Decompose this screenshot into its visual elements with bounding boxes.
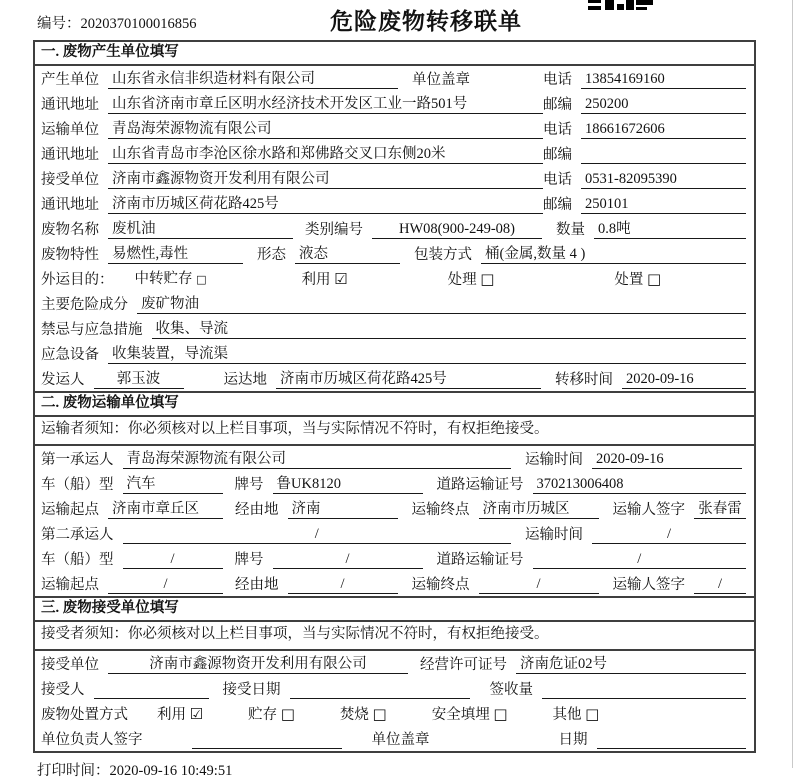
manifest-form bbox=[33, 40, 756, 753]
waste-name-label: 废物名称 bbox=[41, 222, 99, 238]
disposal-option-store: 贮存 □ bbox=[248, 705, 295, 723]
checkbox-icon: □ bbox=[647, 270, 662, 288]
waste-character-row bbox=[35, 241, 754, 266]
producer-phone-value: 13854169160 bbox=[581, 70, 746, 89]
transport-time2-value: / bbox=[592, 525, 746, 544]
shipper-label: 发运人 bbox=[41, 372, 85, 388]
via1-value: 济南 bbox=[288, 500, 398, 519]
receiver-address-row bbox=[35, 191, 754, 216]
end-label: 运输终点 bbox=[411, 502, 470, 518]
transfer-time-value: 2020-09-16 bbox=[622, 370, 746, 389]
hazard-label: 主要危险成分 bbox=[41, 297, 128, 313]
address-label: 通讯地址 bbox=[41, 147, 99, 163]
address-label: 通讯地址 bbox=[41, 97, 99, 113]
carrier1-row bbox=[35, 446, 754, 471]
serial-value: 2020370100016856 bbox=[80, 16, 197, 32]
end1-value: 济南市历城区 bbox=[479, 500, 599, 519]
date-label: 日期 bbox=[558, 732, 588, 748]
transport-time-label: 运输时间 bbox=[525, 527, 583, 543]
zip-label: 邮编 bbox=[543, 147, 572, 163]
document-header bbox=[0, 0, 796, 40]
section2-header: 二. 废物运输单位填写 bbox=[35, 391, 754, 417]
shipper-row bbox=[35, 366, 754, 391]
disposal-option-other: 其他 □ bbox=[552, 705, 600, 723]
via-label: 经由地 bbox=[235, 502, 279, 518]
receiver-zip-value: 250101 bbox=[581, 195, 746, 214]
serial-label: 编号： bbox=[37, 16, 81, 32]
waste-name-value: 废机油 bbox=[108, 220, 293, 239]
transport-time1-value: 2020-09-16 bbox=[592, 450, 742, 469]
vehicle1-value: 汽车 bbox=[123, 475, 223, 494]
checkbox-icon: □ bbox=[280, 705, 295, 723]
route1-row bbox=[35, 496, 754, 521]
purpose-option-utilize: 利用 ☑ bbox=[301, 270, 348, 288]
carrier2-value: / bbox=[123, 525, 512, 544]
vehicle-label: 车（船）型 bbox=[41, 477, 114, 493]
checkbox-icon: □ bbox=[585, 705, 600, 723]
transporter-address-value: 山东省青岛市李沧区徐水路和郑佛路交叉口东侧20米 bbox=[108, 145, 543, 164]
receiver-label: 接受单位 bbox=[41, 172, 99, 188]
print-time-value: 2020-09-16 10:49:51 bbox=[109, 763, 233, 779]
disposal-option-incinerate: 焚烧 □ bbox=[339, 705, 387, 723]
page-title: 危险废物转移联单 bbox=[330, 9, 522, 34]
transporter-row bbox=[35, 116, 754, 141]
receive-unit-value: 济南市鑫源物资开发利用有限公司 bbox=[108, 655, 408, 674]
transport-time-label: 运输时间 bbox=[525, 452, 583, 468]
transporter-label: 运输单位 bbox=[41, 122, 99, 138]
carrier-sign2-value: / bbox=[694, 575, 746, 594]
precaution-row bbox=[35, 316, 754, 341]
producer-value: 山东省永信非织造材料有限公司 bbox=[108, 70, 398, 89]
license-label: 道路运输证号 bbox=[436, 552, 524, 568]
quantity-value: 0.8吨 bbox=[594, 220, 746, 239]
responsible-sign-row bbox=[35, 726, 754, 751]
carrier1-value: 青岛海荣源物流有限公司 bbox=[123, 450, 512, 469]
hazard-row bbox=[35, 291, 754, 316]
receiver-phone-value: 0531-82095390 bbox=[581, 170, 746, 189]
vehicle1-row bbox=[35, 471, 754, 496]
origin1-value: 济南市章丘区 bbox=[108, 500, 223, 519]
phone-label: 电话 bbox=[543, 172, 572, 188]
shipper-value: 郭玉波 bbox=[94, 370, 184, 389]
address-label: 通讯地址 bbox=[41, 197, 99, 213]
purpose-row bbox=[35, 266, 754, 291]
producer-address-value: 山东省济南市章丘区明水经济技术开发区工业一路501号 bbox=[108, 95, 543, 114]
destination-label: 运达地 bbox=[223, 372, 267, 388]
equipment-label: 应急设备 bbox=[41, 347, 99, 363]
character-label: 废物特性 bbox=[41, 247, 99, 263]
producer-zip-value: 250200 bbox=[581, 95, 746, 114]
plate1-value: 鲁UK8120 bbox=[273, 475, 423, 494]
window-right-edge bbox=[792, 0, 793, 768]
via2-value: / bbox=[288, 575, 398, 594]
end-label: 运输终点 bbox=[411, 577, 470, 593]
category-value: HW08(900-249-08) bbox=[372, 220, 542, 239]
receiver-address-value: 济南市历城区荷花路425号 bbox=[108, 195, 543, 214]
checkbox-icon: □ bbox=[372, 705, 387, 723]
end2-value: / bbox=[479, 575, 599, 594]
carrier-sign-label: 运输人签字 bbox=[612, 502, 685, 518]
receiver-value: 济南市鑫源物资开发利用有限公司 bbox=[108, 170, 543, 189]
recipient-row bbox=[35, 676, 754, 701]
responsible-sign-value bbox=[192, 731, 342, 749]
checkbox-icon: □ bbox=[493, 705, 508, 723]
license1-value: 370213006408 bbox=[533, 475, 747, 494]
purpose-option-dispose: 处置 □ bbox=[614, 270, 662, 288]
vehicle-label: 车（船）型 bbox=[41, 552, 114, 568]
purpose-option-transfer: 中转贮存 □ bbox=[134, 271, 207, 287]
checkbox-icon: □ bbox=[480, 270, 495, 288]
packaging-value: 桶(金属,数量 4 ) bbox=[481, 245, 746, 264]
transporter-phone-value: 18661672606 bbox=[581, 120, 746, 139]
disposal-option-utilize: 利用 ☑ bbox=[157, 705, 204, 723]
checkbox-checked-icon: ☑ bbox=[189, 705, 204, 723]
producer-label: 产生单位 bbox=[41, 72, 99, 88]
via-label: 经由地 bbox=[235, 577, 279, 593]
origin-label: 运输起点 bbox=[41, 502, 99, 518]
form-value: 液态 bbox=[295, 245, 400, 264]
recipient-value bbox=[94, 681, 209, 699]
unit-seal-label: 单位盖章 bbox=[371, 732, 430, 748]
receiver-row bbox=[35, 166, 754, 191]
section1-header: 一. 废物产生单位填写 bbox=[35, 42, 754, 66]
disposal-label: 废物处置方式 bbox=[41, 707, 128, 723]
receiver-notice: 接受者须知：你必须核对以上栏目事项，当与实际情况不符时，有权拒绝接受。 bbox=[35, 622, 754, 651]
vehicle2-row bbox=[35, 546, 754, 571]
quantity-label: 数量 bbox=[556, 222, 585, 238]
qr-code-fragment bbox=[588, 0, 656, 10]
purpose-option-treat: 处理 □ bbox=[447, 270, 495, 288]
plate2-value: / bbox=[273, 550, 423, 569]
permit-label: 经营许可证号 bbox=[420, 657, 507, 673]
origin2-value: / bbox=[108, 575, 223, 594]
receive-date-label: 接受日期 bbox=[222, 682, 281, 698]
serial-number bbox=[37, 12, 197, 33]
waste-name-row bbox=[35, 216, 754, 241]
carrier2-row bbox=[35, 521, 754, 546]
hazard-value: 废矿物油 bbox=[137, 295, 746, 314]
recipient-label: 接受人 bbox=[41, 682, 85, 698]
print-time bbox=[37, 759, 796, 780]
license2-value: / bbox=[533, 550, 747, 569]
amount-value bbox=[542, 681, 746, 699]
carrier1-label: 第一承运人 bbox=[41, 452, 114, 468]
origin-label: 运输起点 bbox=[41, 577, 99, 593]
receive-unit-row bbox=[35, 651, 754, 676]
date-value bbox=[597, 731, 747, 749]
purpose-label: 外运目的： bbox=[41, 272, 114, 288]
permit-value: 济南危证02号 bbox=[516, 655, 746, 674]
destination-value: 济南市历城区荷花路425号 bbox=[276, 370, 541, 389]
receive-date-value bbox=[290, 681, 470, 699]
license-label: 道路运输证号 bbox=[436, 477, 524, 493]
vehicle2-value: / bbox=[123, 550, 223, 569]
plate-label: 牌号 bbox=[234, 477, 264, 493]
checkbox-icon: □ bbox=[196, 273, 207, 286]
category-label: 类别编号 bbox=[305, 222, 363, 238]
producer-address-row bbox=[35, 91, 754, 116]
phone-label: 电话 bbox=[543, 72, 572, 88]
carrier2-label: 第二承运人 bbox=[41, 527, 114, 543]
character-value: 易燃性,毒性 bbox=[108, 245, 243, 264]
transfer-time-label: 转移时间 bbox=[555, 372, 613, 388]
equipment-row bbox=[35, 341, 754, 366]
disposal-row bbox=[35, 701, 754, 726]
checkbox-checked-icon: ☑ bbox=[334, 270, 348, 288]
unit-seal-label: 单位盖章 bbox=[412, 72, 470, 88]
responsible-sign-label: 单位负责人签字 bbox=[41, 732, 143, 748]
transporter-zip-value bbox=[581, 146, 746, 164]
form-label: 形态 bbox=[257, 247, 286, 263]
transporter-address-row bbox=[35, 141, 754, 166]
receive-unit-label: 接受单位 bbox=[41, 657, 99, 673]
equipment-value: 收集装置，导流渠 bbox=[108, 345, 746, 364]
route2-row bbox=[35, 571, 754, 596]
plate-label: 牌号 bbox=[234, 552, 264, 568]
carrier-sign-label: 运输人签字 bbox=[612, 577, 685, 593]
precaution-value: 收集、导流 bbox=[152, 320, 747, 339]
phone-label: 电话 bbox=[543, 122, 572, 138]
transporter-notice: 运输者须知：你必须核对以上栏目事项，当与实际情况不符时，有权拒绝接受。 bbox=[35, 417, 754, 446]
zip-label: 邮编 bbox=[543, 97, 572, 113]
precaution-label: 禁忌与应急措施 bbox=[41, 322, 143, 338]
disposal-option-landfill: 安全填埋 □ bbox=[431, 705, 508, 723]
amount-label: 签收量 bbox=[489, 682, 533, 698]
zip-label: 邮编 bbox=[543, 197, 572, 213]
carrier-sign1-value: 张春雷 bbox=[694, 500, 746, 519]
transporter-value: 青岛海荣源物流有限公司 bbox=[108, 120, 543, 139]
packaging-label: 包装方式 bbox=[414, 247, 472, 263]
section3-header: 三. 废物接受单位填写 bbox=[35, 596, 754, 622]
print-time-label: 打印时间： bbox=[37, 763, 110, 779]
producer-row bbox=[35, 66, 754, 91]
